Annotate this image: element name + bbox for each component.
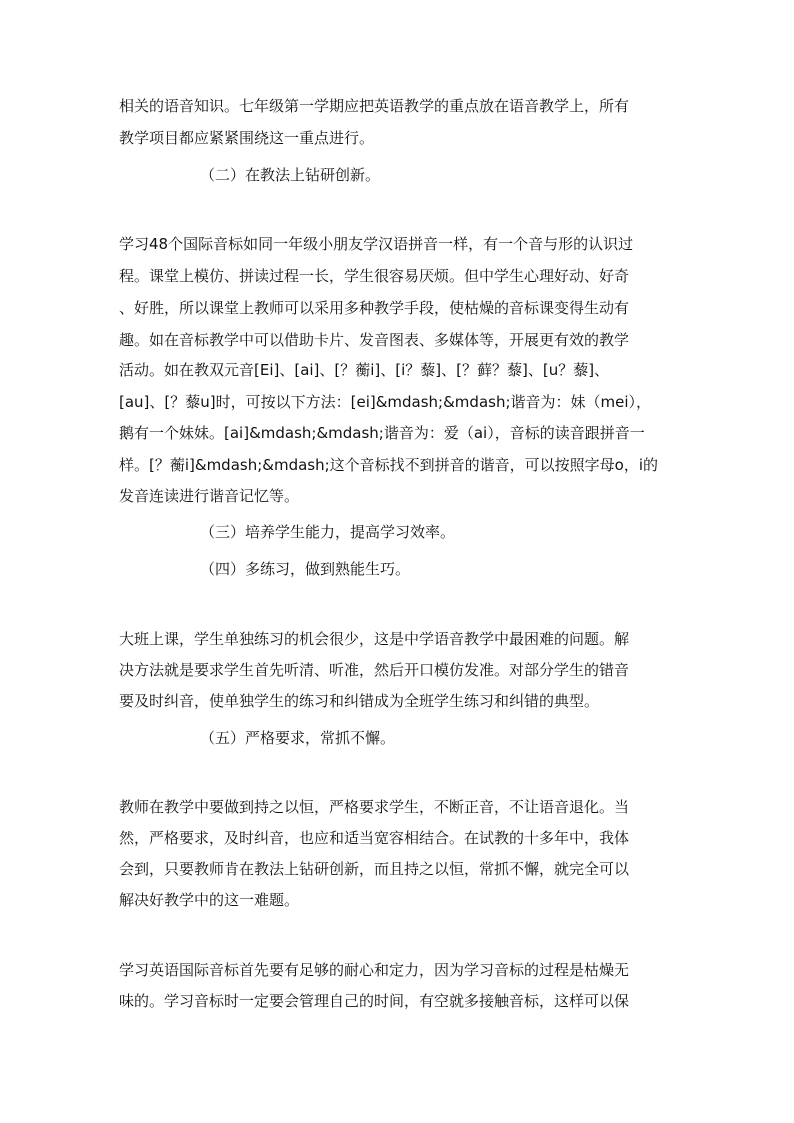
paragraph-line: [au]、[？藜u]时，可按以下方法：[ei]&mdash;&mdash;谐音为：妹（mei）， [119,393,652,411]
paragraph-line: 大班上课，学生单独练习的机会很少，这是中学语音教学中最困难的问题。解 [119,630,630,648]
paragraph-line: 教学项目都应紧紧围绕这一重点进行。 [119,129,375,147]
paragraph-line: 发音连读进行谐音记忆等。 [119,487,300,505]
section-heading: （二）在教法上钻研创新。 [200,166,381,184]
paragraph-line: 趣。如在音标教学中可以借助卡片、发音图表、多媒体等，开展更有效的教学 [119,331,630,349]
paragraph-line: 相关的语音知识。七年级第一学期应把英语教学的重点放在语音教学上，所有 [119,97,630,115]
paragraph-line: 鹅有一个妹妹。[ai]&mdash;&mdash;谐音为：爱（ai），音标的读音跟拼音一 [119,424,645,442]
paragraph-line: 决方法就是要求学生首先听清、听准，然后开口模仿发准。对部分学生的错音 [119,661,630,679]
section-heading: （四）多练习，做到熟能生巧。 [200,560,411,578]
section-heading: （三）培养学生能力，提高学习效率。 [200,523,456,541]
paragraph-line: 教师在教学中要做到持之以恒，严格要求学生，不断正音，不让语音退化。当 [119,798,630,816]
paragraph-line: 然，严格要求，及时纠音，也应和适当宽容相结合。在试教的十多年中，我体 [119,829,630,847]
paragraph-line: 学习48个国际音标如同一年级小朋友学汉语拼音一样，有一个音与形的认识过 [119,235,634,253]
paragraph-line: 样。[？蘅i]&mdash;&mdash;这个音标找不到拼音的谐音，可以按照字母o，i的 [119,456,659,474]
paragraph-line: 解决好教学中的这一难题。 [119,891,300,909]
paragraph-line: 活动。如在教双元音[Ei]、[ai]、[？蘅i]、[i？藜]、[？藓？藜]、[u？藜]、 [119,361,610,379]
paragraph-line: 、好胜，所以课堂上教师可以采用多种教学手段，使枯燥的音标课变得生动有 [119,299,630,317]
section-heading: （五）严格要求，常抓不懈。 [200,729,396,747]
paragraph-line: 程。课堂上模仿、拼读过程一长，学生很容易厌烦。但中学生心理好动、好奇 [119,267,630,285]
paragraph-line: 学习英语国际音标首先要有足够的耐心和定力，因为学习音标的过程是枯燥无 [119,961,630,979]
paragraph-line: 味的。学习音标时一定要会管理自己的时间，有空就多接触音标，这样可以保 [119,992,630,1010]
paragraph-line: 要及时纠音，使单独学生的练习和纠错成为全班学生练习和纠错的典型。 [119,692,600,710]
paragraph-line: 会到，只要教师肯在教法上钻研创新，而且持之以恒，常抓不懈，就完全可以 [119,860,630,878]
